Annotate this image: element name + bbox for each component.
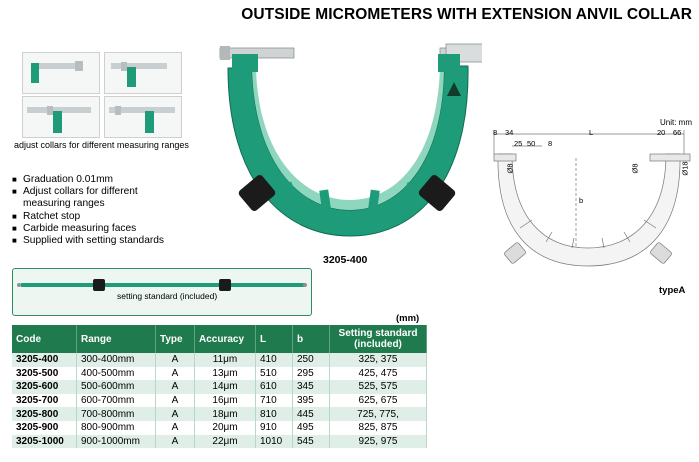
cell-setting-standard: 725, 775,	[330, 407, 427, 421]
cell-code: 3205-900	[12, 421, 77, 435]
dim-34: 34	[505, 128, 514, 137]
cell-code: 3205-1000	[12, 435, 77, 449]
dia-label: Ø8	[630, 163, 640, 174]
cell-b: 345	[293, 380, 330, 394]
cell-type: A	[156, 353, 195, 367]
col-range: Range	[77, 325, 156, 353]
cell-b: 250	[293, 353, 330, 367]
bullet-icon: ■	[12, 236, 17, 246]
dim-8b: 8	[548, 139, 553, 148]
cell-range: 900-1000mm	[77, 435, 156, 449]
cell-setting-standard: 925, 975	[330, 435, 427, 449]
unit-label: Unit: mm	[660, 118, 692, 127]
cell-setting-standard: 525, 575	[330, 380, 427, 394]
type-label: typeA	[659, 285, 686, 296]
table-row	[12, 407, 427, 421]
cell-accuracy: 14μm	[195, 380, 256, 394]
table-row	[12, 421, 427, 435]
cell-b: 445	[293, 407, 330, 421]
cell-accuracy: 13μm	[195, 367, 256, 381]
feature-item: ■ Ratchet stop	[12, 210, 81, 222]
cell-code: 3205-600	[12, 380, 77, 394]
cell-type: A	[156, 407, 195, 421]
cell-setting-standard: 425, 475	[330, 367, 427, 381]
cell-accuracy: 18μm	[195, 407, 256, 421]
bullet-icon: ■	[12, 187, 17, 197]
micrometer-photo	[218, 40, 482, 252]
cell-code: 3205-500	[12, 367, 77, 381]
cell-accuracy: 11μm	[195, 353, 256, 367]
cell-code: 3205-800	[12, 407, 77, 421]
cell-type: A	[156, 435, 195, 449]
thumb-collar-4	[104, 96, 182, 138]
dia-label: Ø8	[505, 163, 515, 174]
cell-l: 1010	[256, 435, 293, 449]
table-row	[12, 367, 427, 381]
cell-type: A	[156, 380, 195, 394]
cell-b: 495	[293, 421, 330, 435]
bullet-icon: ■	[12, 223, 17, 233]
feature-item: ■ Graduation 0.01mm	[12, 174, 114, 185]
feature-list	[12, 174, 164, 247]
table-header-row	[12, 325, 427, 353]
col-accuracy: Accuracy	[195, 325, 256, 353]
cell-setting-standard: 825, 875	[330, 421, 427, 435]
dim-66: 66	[673, 128, 682, 137]
cell-b: 395	[293, 394, 330, 408]
unit-note: (mm)	[396, 313, 420, 324]
feature-item: ■ Carbide measuring faces	[12, 222, 137, 234]
thumb-caption: adjust collars for different measuring ranges	[14, 140, 189, 150]
cell-setting-standard: 625, 675	[330, 394, 427, 408]
dim-b: b	[579, 196, 584, 205]
collar-thumbnails	[22, 52, 178, 136]
table-row	[12, 380, 427, 394]
thumb-collar-3	[22, 96, 100, 138]
cell-l: 410	[256, 353, 293, 367]
cell-range: 600-700mm	[77, 394, 156, 408]
cell-l: 510	[256, 367, 293, 381]
spec-table	[12, 325, 427, 448]
cell-l: 710	[256, 394, 293, 408]
cell-range: 700-800mm	[77, 407, 156, 421]
col-code: Code	[12, 325, 77, 353]
col-b: b	[293, 325, 330, 353]
setting-standard-caption: setting standard (included)	[117, 291, 218, 301]
cell-type: A	[156, 367, 195, 381]
table-row	[12, 353, 427, 367]
thumb-collar-1	[22, 52, 100, 94]
cell-b: 295	[293, 367, 330, 381]
dim-25: 25	[514, 139, 523, 148]
bullet-icon: ■	[12, 211, 17, 221]
dim-50: 50	[527, 139, 536, 148]
cell-code: 3205-700	[12, 394, 77, 408]
col-l: L	[256, 325, 293, 353]
table-row	[12, 394, 427, 408]
thumb-collar-2	[104, 52, 182, 94]
feature-item: ■ Adjust collars for different	[12, 186, 138, 198]
feature-item-continuation: measuring ranges	[23, 198, 105, 210]
col-setting-standard: Setting standard (included)	[330, 325, 427, 353]
cell-l: 610	[256, 380, 293, 394]
cell-type: A	[156, 394, 195, 408]
cell-range: 300-400mm	[77, 353, 156, 367]
cell-range: 500-600mm	[77, 380, 156, 394]
cell-accuracy: 16μm	[195, 394, 256, 408]
cell-range: 800-900mm	[77, 421, 156, 435]
cell-l: 910	[256, 421, 293, 435]
cell-setting-standard: 325, 375	[330, 353, 427, 367]
cell-l: 810	[256, 407, 293, 421]
dia-label: Ø18	[680, 161, 690, 176]
feature-item: ■ Supplied with setting standards	[12, 235, 165, 247]
cell-type: A	[156, 421, 195, 435]
dim-20: 20	[657, 128, 666, 137]
cell-range: 400-500mm	[77, 367, 156, 381]
cell-accuracy: 20μm	[195, 421, 256, 435]
cell-b: 545	[293, 435, 330, 449]
model-label: 3205-400	[323, 254, 368, 266]
dim-8: 8	[493, 128, 498, 137]
cell-code: 3205-400	[12, 353, 77, 367]
cell-accuracy: 22μm	[195, 435, 256, 449]
col-type: Type	[156, 325, 195, 353]
page-title: OUTSIDE MICROMETERS WITH EXTENSION ANVIL COLLAR	[241, 6, 692, 23]
dim-L: L	[589, 128, 594, 137]
bullet-icon: ■	[12, 175, 17, 184]
table-row	[12, 435, 427, 449]
